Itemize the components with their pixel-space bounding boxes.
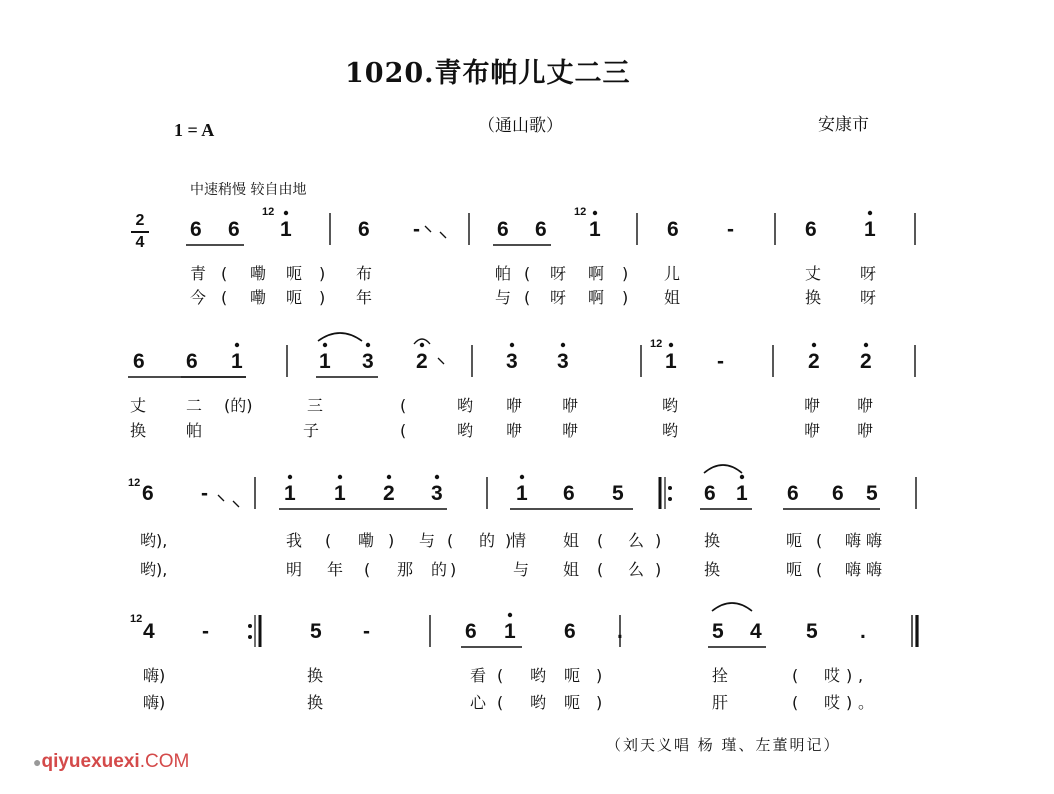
note-3-0: 4	[143, 620, 155, 643]
lyric-verse2-0-5: 年	[356, 288, 373, 307]
watermark-brand: qiyuexuexi	[41, 751, 140, 772]
lyric-verse2-3-7: 肝	[712, 693, 729, 712]
lyric-verse2-3-8: (	[792, 693, 799, 712]
grace-note-3-0: 12	[130, 613, 143, 625]
note-1-5: 2	[416, 350, 428, 373]
note-3-9: 4	[750, 620, 762, 643]
note-0-8: 6	[667, 218, 679, 241]
site-watermark	[33, 752, 189, 771]
note-2-2: 1	[284, 482, 296, 505]
lyric-verse1-3-3: (	[497, 666, 504, 685]
lyric-verse2-2-1: 明	[286, 560, 303, 579]
octave-dot-1-2	[235, 343, 239, 347]
breath-mark-2-0	[218, 495, 224, 501]
note-0-6: 6	[535, 218, 547, 241]
lyric-verse2-0-4: )	[319, 288, 326, 307]
lyric-verse2-0-6: 与	[495, 288, 512, 307]
octave-dot-3-5	[508, 613, 512, 617]
note-0-4: -	[413, 218, 420, 241]
transcription-credit: （刘天义唱 杨 瑾、左董明记）	[606, 736, 841, 754]
note-0-1: 6	[228, 218, 240, 241]
lyric-verse2-2-16: 嗨	[866, 560, 883, 579]
lyric-verse1-2-15: 呃	[786, 531, 803, 550]
lyric-verse2-0-11: 姐	[664, 288, 681, 307]
lyric-verse1-2-10: 姐	[563, 531, 580, 550]
note-2-0: 6	[142, 482, 154, 505]
lyric-verse1-2-7: 的	[479, 531, 496, 550]
note-0-11: 1	[864, 218, 876, 241]
lyric-verse1-2-9: 情	[510, 531, 527, 550]
lyric-verse2-0-7: (	[524, 288, 531, 307]
note-0-7: 1	[589, 218, 601, 241]
lyric-verse1-3-4: 哟	[530, 666, 547, 685]
lyric-verse2-1-1: 帕	[186, 421, 203, 440]
note-1-10: 2	[808, 350, 820, 373]
lyric-verse1-3-1: 换	[307, 666, 324, 685]
lyric-verse2-2-11: )	[655, 560, 662, 579]
lyric-verse2-1-2: 子	[303, 421, 320, 440]
lyric-verse1-2-8: )	[505, 531, 512, 550]
lyric-verse1-2-16: (	[816, 531, 823, 550]
note-2-4: 2	[383, 482, 395, 505]
lyric-verse1-0-11: 儿	[664, 264, 681, 283]
note-1-4: 3	[362, 350, 374, 373]
note-0-0: 6	[190, 218, 202, 241]
lyric-verse1-1-8: 哟	[662, 396, 679, 415]
lyric-verse2-2-0: 哟),	[140, 560, 168, 579]
lyric-verse2-0-0: 今	[190, 288, 207, 307]
octave-dot-0-7	[593, 211, 597, 215]
note-2-6: 1	[516, 482, 528, 505]
octave-dot-1-6	[510, 343, 514, 347]
note-0-10: 6	[805, 218, 817, 241]
song-genre: （通山歌）	[478, 116, 563, 136]
note-0-9: -	[727, 218, 734, 241]
note-2-3: 1	[334, 482, 346, 505]
lyric-verse2-0-1: (	[221, 288, 228, 307]
repeat-end-dot-b-3	[248, 635, 252, 639]
lyric-verse2-2-12: 换	[704, 560, 721, 579]
lyric-verse2-1-0: 换	[130, 421, 147, 440]
breath-mark-0-1	[440, 232, 446, 238]
octave-dot-2-10	[740, 475, 744, 479]
lyric-verse2-3-0: 嗨)	[143, 693, 166, 712]
lyric-verse1-2-18: 嗨	[866, 531, 883, 550]
lyric-verse1-0-4: )	[319, 264, 326, 283]
lyric-verse2-3-10: )	[846, 693, 853, 712]
grace-note-1-0: 12	[650, 338, 663, 350]
lyric-verse2-2-3: (	[364, 560, 371, 579]
lyric-verse2-1-7: 哟	[662, 421, 679, 440]
lyric-verse1-0-2: 嘞	[250, 264, 267, 283]
lyric-verse1-3-7: 拴	[712, 666, 729, 685]
lyric-verse1-2-6: (	[447, 531, 454, 550]
note-1-8: 1	[665, 350, 677, 373]
lyric-verse1-3-9: 哎	[824, 666, 841, 685]
lyric-verse2-1-6: 咿	[562, 421, 579, 440]
lyric-verse1-2-17: 嗨	[845, 531, 862, 550]
tempo-marking: 中速稍慢 较自由地	[190, 182, 307, 198]
lyric-verse2-0-3: 呃	[286, 288, 303, 307]
octave-dot-1-4	[366, 343, 370, 347]
lyric-verse1-3-11: ,	[858, 666, 864, 685]
grace-note-2-0: 12	[128, 477, 141, 489]
lyric-verse1-3-2: 看	[470, 666, 487, 685]
lyric-verse2-2-7: 与	[513, 560, 530, 579]
lyric-verse2-1-4: 哟	[457, 421, 474, 440]
note-2-9: 6	[704, 482, 716, 505]
lyric-verse1-0-3: 呃	[286, 264, 303, 283]
watermark-dot-icon: ●	[33, 753, 42, 770]
octave-dot-1-8	[669, 343, 673, 347]
note-3-1: -	[202, 620, 209, 643]
note-3-8: 5	[712, 620, 724, 643]
grace-note-0-1: 12	[574, 206, 587, 218]
octave-dot-2-4	[387, 475, 391, 479]
octave-dot-1-3	[323, 343, 327, 347]
lyric-verse1-1-5: 哟	[457, 396, 474, 415]
lyric-verse2-0-10: )	[622, 288, 629, 307]
lyric-verse2-1-5: 咿	[506, 421, 523, 440]
time-signature-bottom: 4	[135, 234, 145, 251]
lyric-verse2-0-2: 嘞	[250, 288, 267, 307]
octave-dot-0-2	[284, 211, 288, 215]
lyric-verse2-2-4: 那	[397, 560, 414, 579]
lyric-verse1-2-1: 我	[286, 531, 303, 550]
lyric-verse1-2-5: 与	[419, 531, 436, 550]
lyric-verse2-1-9: 咿	[857, 421, 874, 440]
note-3-10: 5	[806, 620, 818, 643]
lyric-verse2-3-6: )	[596, 693, 603, 712]
time-signature-top: 2	[135, 212, 145, 229]
lyric-verse1-2-12: 么	[628, 531, 645, 550]
lyric-verse2-2-10: 么	[628, 560, 645, 579]
lyric-verse1-0-8: 呀	[550, 264, 567, 283]
lyric-verse1-1-9: 咿	[804, 396, 821, 415]
lyric-verse2-1-3: (	[400, 421, 407, 440]
breath-mark-2-1	[233, 501, 239, 507]
lyric-verse2-2-5: 的	[431, 560, 448, 579]
slur-3-0	[712, 603, 752, 611]
lyric-verse1-1-7: 咿	[562, 396, 579, 415]
lyric-verse1-0-5: 布	[356, 264, 373, 283]
lyric-verse1-3-6: )	[596, 666, 603, 685]
note-3-5: 1	[504, 620, 516, 643]
note-1-6: 3	[506, 350, 518, 373]
note-3-2: 5	[310, 620, 322, 643]
lyric-verse1-2-13: )	[655, 531, 662, 550]
note-2-12: 6	[832, 482, 844, 505]
lyric-verse1-0-0: 青	[190, 264, 207, 283]
repeat-end-dot-a-3	[248, 624, 252, 628]
lyric-verse2-3-11: 。	[858, 693, 875, 712]
lyric-verse1-0-6: 帕	[495, 264, 512, 283]
note-2-7: 6	[563, 482, 575, 505]
note-1-0: 6	[133, 350, 145, 373]
lyric-verse2-3-4: 哟	[530, 693, 547, 712]
octave-dot-1-7	[561, 343, 565, 347]
lyric-verse2-2-9: (	[597, 560, 604, 579]
lyric-verse1-3-0: 嗨)	[143, 666, 166, 685]
lyric-verse2-2-8: 姐	[563, 560, 580, 579]
note-2-5: 3	[431, 482, 443, 505]
octave-dot-2-2	[288, 475, 292, 479]
lyric-verse1-0-1: (	[221, 264, 228, 283]
note-3-3: -	[363, 620, 370, 643]
note-2-1: -	[201, 482, 208, 505]
repeat-dot-b-2	[668, 497, 672, 501]
lyric-verse1-3-10: )	[846, 666, 853, 685]
lyric-verse2-2-13: 呃	[786, 560, 803, 579]
repeat-dot-a-2	[668, 486, 672, 490]
note-3-4: 6	[465, 620, 477, 643]
note-1-1: 6	[186, 350, 198, 373]
lyric-verse2-3-5: 呃	[564, 693, 581, 712]
breath-mark-1-0	[438, 358, 444, 364]
lyric-verse2-0-9: 啊	[588, 288, 605, 307]
lyric-verse1-2-3: 嘞	[358, 531, 375, 550]
lyric-verse1-2-4: )	[388, 531, 395, 550]
slur-1-0	[318, 333, 362, 341]
lyric-verse1-0-12: 丈	[805, 264, 822, 283]
octave-dot-1-11	[864, 343, 868, 347]
lyric-verse1-2-11: (	[597, 531, 604, 550]
octave-dot-0-11	[868, 211, 872, 215]
lyric-verse2-2-6: )	[450, 560, 457, 579]
note-0-5: 6	[497, 218, 509, 241]
slur-2-0	[704, 465, 742, 473]
note-1-7: 3	[557, 350, 569, 373]
lyric-verse2-2-14: (	[816, 560, 823, 579]
lyric-verse2-3-9: 哎	[824, 693, 841, 712]
note-1-9: -	[717, 350, 724, 373]
lyric-verse1-1-0: 丈	[130, 396, 147, 415]
note-3-11: .	[860, 620, 866, 643]
lyric-verse1-1-3: 三	[307, 396, 324, 415]
lyric-verse1-0-9: 啊	[588, 264, 605, 283]
note-3-7: .	[617, 620, 623, 643]
lyric-verse2-0-12: 换	[805, 288, 822, 307]
lyric-verse2-1-8: 咿	[804, 421, 821, 440]
lyric-verse2-0-8: 呀	[550, 288, 567, 307]
lyric-verse1-3-8: (	[792, 666, 799, 685]
lyric-verse1-2-0: 哟),	[140, 531, 168, 550]
note-2-13: 5	[866, 482, 878, 505]
watermark-tld: .COM	[139, 751, 190, 772]
octave-dot-2-5	[435, 475, 439, 479]
octave-dot-1-10	[812, 343, 816, 347]
song-title: 1020.青布帕儿丈二三	[345, 58, 631, 89]
lyric-verse2-2-15: 嗨	[845, 560, 862, 579]
lyric-verse2-0-13: 呀	[860, 288, 877, 307]
note-2-11: 6	[787, 482, 799, 505]
song-region: 安康市	[818, 115, 869, 135]
lyric-verse2-2-2: 年	[327, 560, 344, 579]
lyric-verse1-0-7: (	[524, 264, 531, 283]
lyric-verse1-0-13: 呀	[860, 264, 877, 283]
note-2-8: 5	[612, 482, 624, 505]
breath-mark-0-0	[425, 226, 431, 232]
lyric-verse1-1-2: (的)	[224, 396, 253, 415]
lyric-verse1-1-4: (	[400, 396, 407, 415]
grace-note-0-0: 12	[262, 206, 275, 218]
octave-dot-2-6	[520, 475, 524, 479]
note-0-2: 1	[280, 218, 292, 241]
lyric-verse1-3-5: 呃	[564, 666, 581, 685]
note-2-10: 1	[736, 482, 748, 505]
lyric-verse1-2-14: 换	[704, 531, 721, 550]
lyric-verse2-3-3: (	[497, 693, 504, 712]
octave-dot-1-5	[420, 343, 424, 347]
key-signature: 1 = A	[174, 120, 215, 140]
note-1-2: 1	[231, 350, 243, 373]
note-1-11: 2	[860, 350, 872, 373]
lyric-verse2-3-1: 换	[307, 693, 324, 712]
note-1-3: 1	[319, 350, 331, 373]
lyric-verse1-2-2: (	[325, 531, 332, 550]
lyric-verse1-1-10: 咿	[857, 396, 874, 415]
note-3-6: 6	[564, 620, 576, 643]
lyric-verse1-1-6: 咿	[506, 396, 523, 415]
lyric-verse1-0-10: )	[622, 264, 629, 283]
lyric-verse2-3-2: 心	[470, 693, 487, 712]
lyric-verse1-1-1: 二	[186, 396, 203, 415]
note-0-3: 6	[358, 218, 370, 241]
octave-dot-2-3	[338, 475, 342, 479]
